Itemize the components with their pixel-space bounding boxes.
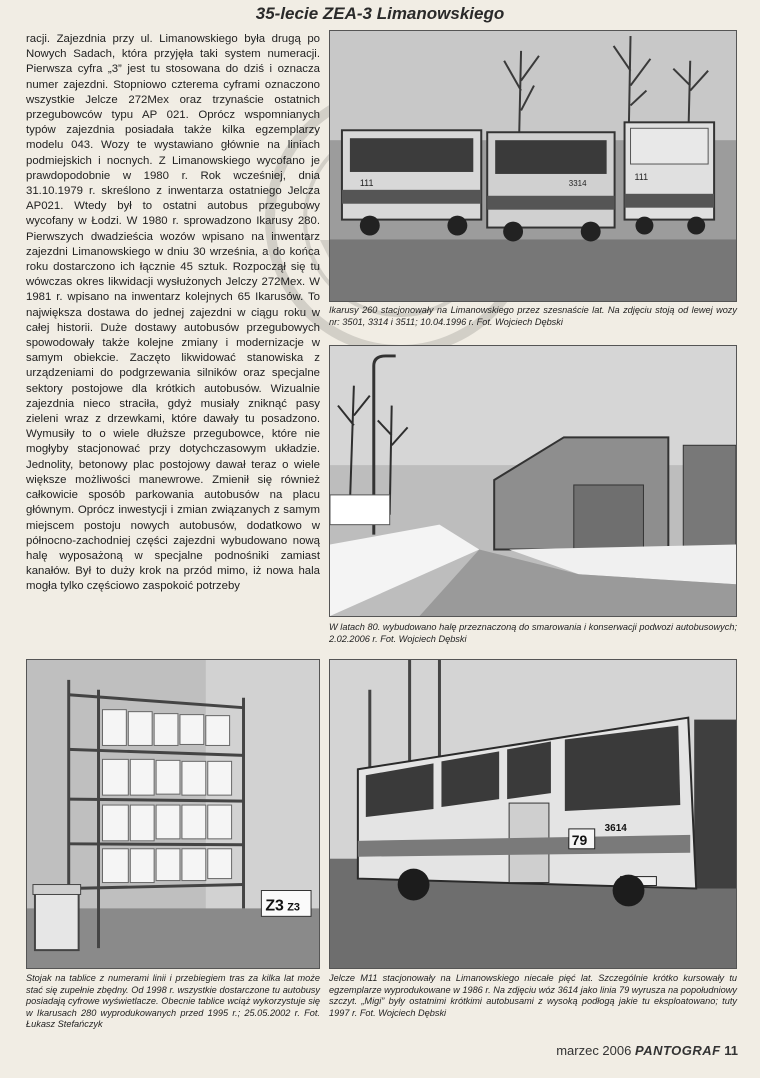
page-title: 35-lecie ZEA-3 Limanowskiego (255, 4, 505, 23)
caption-maintenance-hall: W latach 80. wybudowano halę przeznaczoną do smarowania i konserwacji podwozi autobusowych; 2.02.2006 r. Fot. Wojciech Dębski (329, 622, 737, 644)
footer-issue: marzec 2006 (556, 1043, 632, 1058)
footer-magazine: PANTOGRAF (634, 1043, 721, 1058)
sign-label-z3-b: Z3 (287, 901, 300, 914)
caption-sign-rack: Stojak na tablice z numerami linii i przebiegiem tras za kilka lat może stać się zupełnie zbędny. Od 1998 r. wszystkie dostarczone tu autobusy posiadają cyfrowe wyświetlacze. Obecnie tablice wciąż wykorzystuje się w Ikarusach 280 wyprodukowanych przed 1995 r.; 25.05.2002 r. Fot. Łukasz Stefańczyk (26, 973, 320, 1030)
caption-ikarus-buses: Ikarusy 260 stacjonowały na Limanowskiego przez szesnaście lat. Na zdjęciu stoją od lewej wozy nr: 3501, 3314 i 3511; 10.04.1996 r. Fot. Wojciech Dębski (329, 305, 737, 327)
article-paragraph: racji. Zajezdnia przy ul. Limanowskiego była drugą po Nowych Sadach, która przyjęła taki system numeracji. Pierwsza cyfra „3” jest tu stosowana do dziś i oznacza numer zajezdni. Stopniowo czterema cyframi oznaczono wszystkie Jelcze 272Mex oraz trzynaście ostatnich przegubowców typu AP 021. Oprócz wspomnianych typów zajezdnia posiadała także kilka egzemplarzy modelu 043. Wozy te wystawiano głównie na liniach podmiejskich i nocnych. Z Limanowskiego wycofano je prawdopodobnie w 1980 r. Rok wcześniej, dnia 31.10.1979 r. skreślono z inwentarza ostatniego Jelcza AP021. Wtedy był to ostatni autobus przegubowy wycofany w Łodzi. W 1980 r. sprowadzono Ikarusy 280. Pierwszych dwadzieścia wozów wpisano na inwentarz zajezdni Limanowskiego w dniu 30 września, a do końca roku dostarczono ich łącznie 45 sztuk. Rozpoczął się tu wówczas okres likwidacji wysłużonych Jelczy 272Mex. W 1981 r. wpisano na inwentarz kolejnych 65 Ikarusów. To największa dostawa do jednej zajezdni w ciągu roku w całej historii. Duże dostawy autobusów przegubowych spowodowały także kolejne zmiany i modernizacje w samym obiekcie. Zaczęto likwidować stanowiska z urządzeniami do podgrzewania silników oraz specjalne sektory postojowe dla krótkich autobusów. Wizualnie zajezdnia nieco straciła, gdyż musiały zniknąć pasy zieleni wraz z drzewkami, które dawały tu posadzono. Wymusiły to o wiele dłuższe przegubowce, które nie mogłyby stacjonować przy dotychczasowym układzie. Jednolity, betonowy plac postojowy dawał teraz o wiele większe możliwości manewrowe. Zmienił się również całkowicie sposób parkowania autobusów na placu głównym. Oprócz inwestycji i zmian związanych z samym miejscem postoju nowych autobusów, dodatkowo w północno-zachodniej części zajezdni wybudowano nową halę wyposażoną w specjalne podnośniki zamiast kanałów. Był to duży krok na przód mimo, iż nowa hala mogła tylko częściowo zaspokoić potrzeby (26, 33, 320, 593)
photo-maintenance-hall (329, 345, 737, 617)
photo-jelcz-bus (329, 659, 737, 969)
page-footer (556, 1043, 738, 1063)
photo-sign-rack (26, 659, 320, 969)
bus-line-number: 79 (571, 831, 588, 848)
caption-jelcz-bus: Jelcze M11 stacjonowały na Limanowskiego niecałe pięć lat. Szczególnie krótko kursowały tu egzemplarze wyprodukowane w 1986 r. Na zdjęciu wóz 3614 jako linia 79 wyrusza na popołudniowy szczyt. „Migi” były ostatnimi krótkimi autobusami z wysoką podłogą jakie tu eksploatowano; tuty 1997 r. Fot. Wojciech Dębski (329, 973, 737, 1018)
bus-label-left: 111 (359, 177, 374, 188)
footer-page-number: 11 (724, 1043, 738, 1058)
photo-ikarus-buses (329, 30, 737, 302)
sign-label-z3-a: Z3 (265, 897, 284, 915)
bus-fleet-number: 3614 (604, 822, 627, 834)
article-body (26, 32, 320, 660)
bus-label-middle: 3314 (568, 178, 587, 188)
bus-label-right: 111 (634, 171, 649, 182)
